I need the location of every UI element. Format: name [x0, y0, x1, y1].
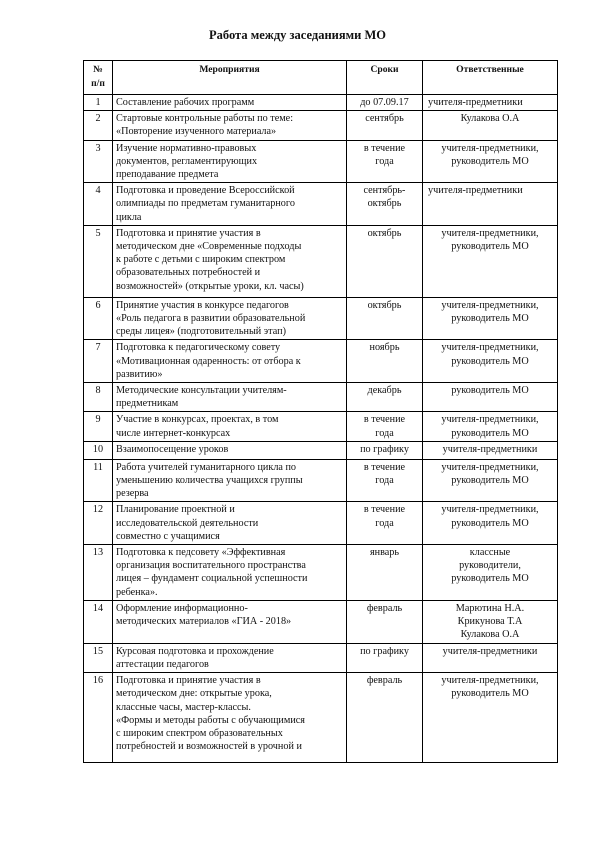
event-line: лицея – фундамент социальной успешности — [116, 573, 308, 585]
responsible-line: учителя-предметники, — [441, 342, 539, 354]
page-title: Работа между заседаниями МО — [208, 28, 386, 42]
term-line: в течение — [363, 414, 406, 426]
responsible-line: руководитель МО — [451, 155, 529, 167]
event-line: Принятие участия в конкурсе педагогов — [116, 299, 289, 311]
responsible-cell — [423, 297, 558, 340]
event-line: числе интернет-конкурсах — [116, 427, 231, 439]
term-line: года — [375, 475, 394, 487]
table-row — [84, 111, 558, 140]
table-row — [84, 412, 558, 441]
row-number: 16 — [84, 673, 113, 763]
responsible-line: учителя-предметники — [442, 645, 538, 657]
responsible-line: учителя-предметники — [428, 185, 523, 197]
row-number: 8 — [84, 383, 113, 412]
row-number: 1 — [84, 95, 113, 111]
header-number-line2: п/п — [91, 78, 105, 89]
row-number: 10 — [84, 441, 113, 459]
term-line: сентябрь- — [363, 185, 406, 197]
table-row — [84, 297, 558, 340]
responsible-line: учителя-предметники, — [441, 504, 539, 516]
term-line: года — [375, 155, 394, 167]
responsible-cell — [423, 545, 558, 601]
event-cell — [113, 383, 347, 412]
term-line: октябрь — [367, 299, 402, 311]
event-line: среды лицея» (подготовительный этап) — [116, 326, 286, 338]
event-line: организация воспитательного пространства — [116, 560, 306, 572]
event-cell — [113, 412, 347, 441]
row-number: 14 — [84, 601, 113, 644]
event-line: «Повторение изученного материала» — [116, 126, 277, 138]
table-row — [84, 340, 558, 383]
term-line: октябрь — [367, 198, 402, 210]
event-line: цикла — [116, 211, 142, 223]
event-cell — [113, 502, 347, 545]
event-cell — [113, 459, 347, 502]
responsible-line: руководители, — [459, 560, 521, 572]
responsible-line: учителя-предметники, — [441, 675, 539, 687]
table-row — [84, 673, 558, 763]
event-line: Курсовая подготовка и прохождение — [116, 645, 274, 657]
event-line: ребенка». — [116, 586, 158, 598]
row-number: 7 — [84, 340, 113, 383]
term-cell — [347, 111, 423, 140]
responsible-line: Марютина Н.А. — [455, 603, 525, 615]
responsible-cell — [423, 140, 558, 183]
term-line: октябрь — [367, 227, 402, 239]
responsible-cell — [423, 673, 558, 763]
event-line: Стартовые контрольные работы по теме: — [116, 113, 294, 125]
event-line: к работе с детьми с широким спектром — [116, 254, 286, 266]
event-line: потребностей и возможностей в урочной и — [116, 741, 302, 753]
event-line: Подготовка к педагогическому совету — [116, 342, 281, 354]
event-line: олимпиады по предметам гуманитарного — [116, 198, 295, 210]
event-line: Методические консультации учителям- — [116, 385, 287, 397]
table-row — [84, 441, 558, 459]
event-cell — [113, 297, 347, 340]
event-cell — [113, 140, 347, 183]
responsible-line: руководитель МО — [451, 475, 529, 487]
event-line: Подготовка и проведение Всероссийской — [116, 185, 295, 197]
responsible-line: руководитель МО — [451, 355, 529, 367]
responsible-line: учителя-предметники, — [441, 299, 539, 311]
responsible-line: учителя-предметники, — [441, 142, 539, 154]
term-line: декабрь — [367, 385, 402, 397]
responsible-line: руководитель МО — [451, 517, 529, 529]
event-line: предметникам — [116, 398, 179, 410]
event-line: классные часы, мастер-классы. — [116, 701, 251, 713]
table-row — [84, 459, 558, 502]
event-line: резерва — [116, 488, 149, 500]
term-cell — [347, 545, 423, 601]
responsible-cell — [423, 502, 558, 545]
table-row — [84, 95, 558, 111]
table-row — [84, 383, 558, 412]
row-number: 2 — [84, 111, 113, 140]
term-cell — [347, 297, 423, 340]
term-cell — [347, 412, 423, 441]
responsible-line: учителя-предметники, — [441, 461, 539, 473]
term-cell — [347, 183, 423, 226]
event-cell — [113, 601, 347, 644]
row-number: 4 — [84, 183, 113, 226]
responsible-cell — [423, 340, 558, 383]
event-line: Изучение нормативно-правовых — [116, 142, 257, 154]
event-line: уменьшению количества учащихся группы — [116, 475, 303, 487]
event-line: аттестации педагогов — [116, 658, 209, 670]
event-line: Составление рабочих программ — [116, 97, 255, 108]
event-line: совместно с учащимися — [116, 530, 220, 542]
event-cell — [113, 643, 347, 672]
responsible-line: учителя-предметники — [428, 97, 523, 108]
event-cell — [113, 111, 347, 140]
term-cell — [347, 643, 423, 672]
event-line: Взаимопосещение уроков — [116, 443, 229, 455]
term-cell — [347, 383, 423, 412]
term-line: февраль — [366, 603, 403, 615]
event-line: развитию» — [116, 368, 163, 380]
term-line: по графику — [360, 645, 409, 657]
responsible-cell — [423, 111, 558, 140]
term-cell — [347, 95, 423, 111]
header-term: Сроки — [347, 61, 423, 95]
term-cell — [347, 441, 423, 459]
event-cell — [113, 95, 347, 111]
term-line: до 07.09.17 — [360, 97, 409, 108]
event-line: Подготовка к педсовету «Эффективная — [116, 547, 286, 559]
term-line: в течение — [363, 504, 406, 516]
responsible-line: учителя-предметники — [442, 443, 538, 455]
responsible-line: руководитель МО — [451, 313, 529, 325]
term-cell — [347, 673, 423, 763]
event-line: Работа учителей гуманитарного цикла по — [116, 461, 297, 473]
event-line: «Мотивационная одаренность: от отбора к — [116, 355, 301, 367]
row-number: 5 — [84, 225, 113, 297]
responsible-cell — [423, 441, 558, 459]
responsible-cell — [423, 412, 558, 441]
header-number — [84, 61, 113, 95]
responsible-line: руководитель МО — [451, 688, 529, 700]
row-number: 3 — [84, 140, 113, 183]
table-body — [84, 95, 558, 763]
header-event: Мероприятия — [113, 61, 347, 95]
event-line: Подготовка и принятие участия в — [116, 227, 261, 239]
event-cell — [113, 340, 347, 383]
events-table — [83, 60, 558, 763]
term-line: сентябрь — [365, 113, 404, 125]
event-line: методических материалов «ГИА - 2018» — [116, 616, 292, 628]
row-number: 11 — [84, 459, 113, 502]
row-number: 15 — [84, 643, 113, 672]
event-line: «Роль педагога в развитии образовательной — [116, 313, 306, 325]
term-line: январь — [369, 547, 400, 559]
event-cell — [113, 545, 347, 601]
responsible-cell — [423, 601, 558, 644]
responsible-cell — [423, 459, 558, 502]
term-cell — [347, 502, 423, 545]
table-row — [84, 643, 558, 672]
table-row — [84, 225, 558, 297]
event-line: документов, регламентирующих — [116, 155, 258, 167]
term-cell — [347, 601, 423, 644]
responsible-line: руководитель МО — [451, 427, 529, 439]
event-cell — [113, 673, 347, 763]
table-row — [84, 601, 558, 644]
event-line: преподавание предмета — [116, 169, 219, 181]
responsible-line: Крикунова Т.А — [457, 616, 523, 628]
event-line: Участие в конкурсах, проектах, в том — [116, 414, 279, 426]
event-cell — [113, 441, 347, 459]
term-line: февраль — [366, 675, 403, 687]
event-cell — [113, 183, 347, 226]
row-number: 6 — [84, 297, 113, 340]
table-row — [84, 183, 558, 226]
event-line: возможностей» (открытые уроки, кл. часы) — [116, 280, 304, 292]
table-row — [84, 140, 558, 183]
responsible-line: классные — [469, 547, 511, 559]
responsible-line: руководитель МО — [451, 385, 529, 397]
responsible-cell — [423, 95, 558, 111]
responsible-line: Кулакова О.А — [460, 629, 520, 641]
row-number: 12 — [84, 502, 113, 545]
responsible-line: руководитель МО — [451, 241, 529, 253]
responsible-cell — [423, 383, 558, 412]
responsible-cell — [423, 643, 558, 672]
event-line: «Формы и методы работы с обучающимися — [116, 714, 305, 726]
term-line: года — [375, 517, 394, 529]
row-number: 13 — [84, 545, 113, 601]
event-line: исследовательской деятельности — [116, 517, 259, 529]
responsible-line: учителя-предметники, — [441, 414, 539, 426]
term-line: года — [375, 427, 394, 439]
header-responsible: Ответственные — [423, 61, 558, 95]
event-line: Подготовка и принятие участия в — [116, 675, 261, 687]
term-cell — [347, 225, 423, 297]
responsible-line: Кулакова О.А — [460, 113, 520, 125]
header-number-line1: № — [93, 64, 103, 75]
event-line: Оформление информационно- — [116, 603, 248, 615]
term-cell — [347, 340, 423, 383]
table-row — [84, 545, 558, 601]
responsible-cell — [423, 183, 558, 226]
responsible-line: учителя-предметники, — [441, 227, 539, 239]
responsible-line: руководитель МО — [451, 573, 529, 585]
table-row — [84, 502, 558, 545]
event-line: Планирование проектной и — [116, 504, 235, 516]
term-cell — [347, 459, 423, 502]
term-line: в течение — [363, 461, 406, 473]
term-cell — [347, 140, 423, 183]
term-line: по графику — [360, 443, 409, 455]
responsible-cell — [423, 225, 558, 297]
term-line: ноябрь — [369, 342, 400, 354]
event-line: методическом дне «Современные подходы — [116, 241, 302, 253]
row-number: 9 — [84, 412, 113, 441]
event-line: с широким спектром образовательных — [116, 727, 283, 739]
table-header-row — [84, 61, 558, 95]
event-line: методическом дне: открытые урока, — [116, 688, 272, 700]
term-line: в течение — [363, 142, 406, 154]
event-cell — [113, 225, 347, 297]
event-line: образовательных потребностей и — [116, 267, 261, 279]
